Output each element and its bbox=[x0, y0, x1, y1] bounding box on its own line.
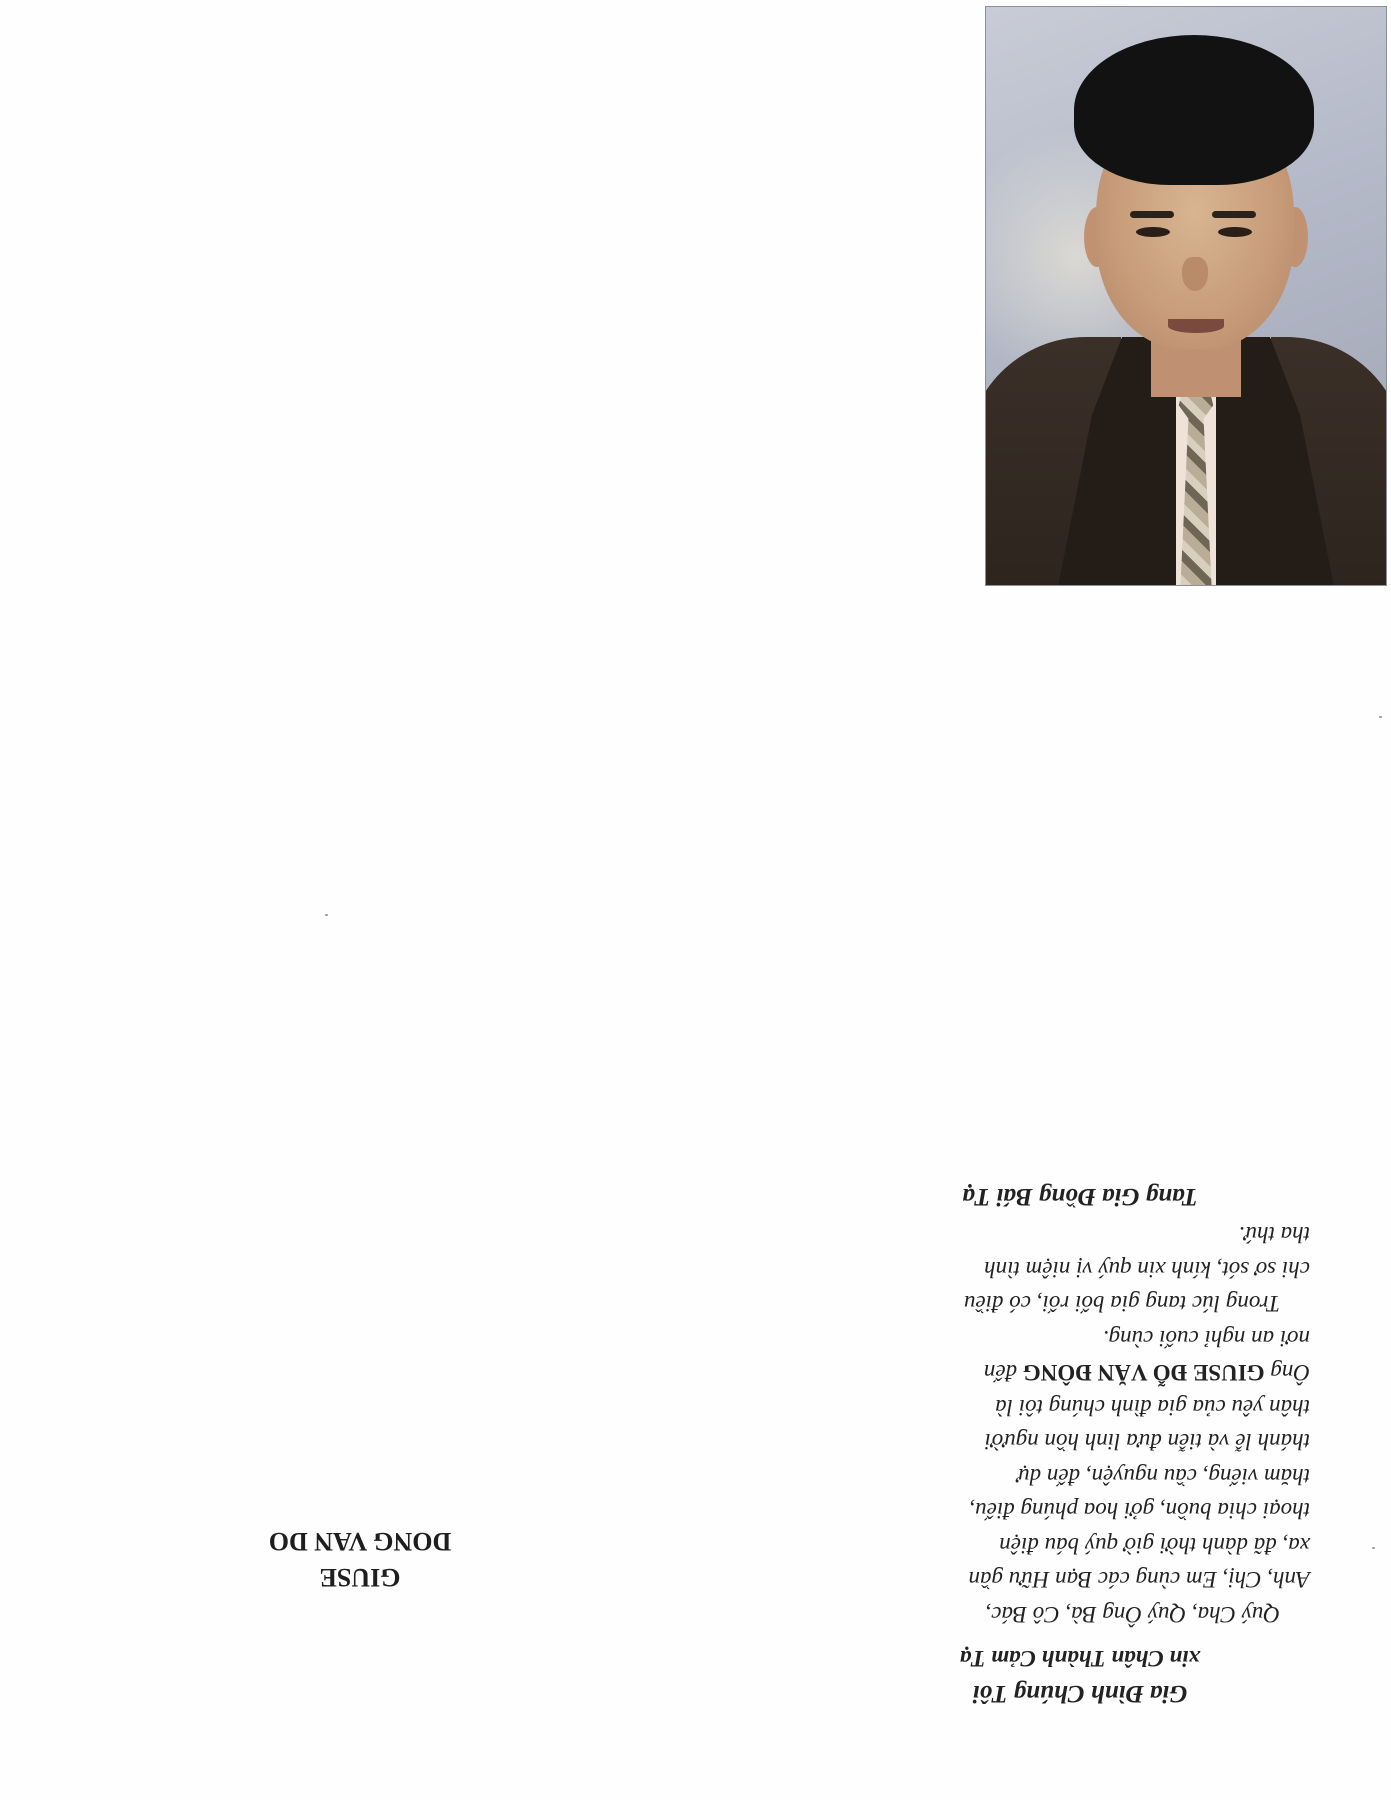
right-eye bbox=[1218, 227, 1252, 237]
left-eyebrow bbox=[1130, 211, 1174, 218]
scan-speck bbox=[1379, 716, 1382, 718]
apology-line: Trong lúc tang gia bối rối, có điều bbox=[963, 1291, 1280, 1317]
name-line bbox=[850, 1355, 1310, 1390]
message-line: thánh lễ và tiễn đưa linh hồn người bbox=[984, 1429, 1310, 1455]
apology-line: chi sơ sót, kính xin quý vị niệm tình bbox=[984, 1257, 1310, 1282]
thank-you-message bbox=[850, 1154, 1310, 1711]
apology-line: tha thứ. bbox=[1238, 1222, 1310, 1248]
scan-speck bbox=[325, 914, 328, 916]
portrait-photo bbox=[985, 6, 1387, 586]
message-line: nơi an nghỉ cuối cùng. bbox=[1102, 1326, 1310, 1351]
nose bbox=[1182, 257, 1208, 291]
deceased-name-block bbox=[210, 1523, 510, 1595]
name-line-prefix: Ông bbox=[1264, 1360, 1310, 1386]
name-line-suffix: đến bbox=[983, 1360, 1023, 1386]
scan-speck bbox=[1372, 1547, 1375, 1549]
name-line-name: GIUSE ĐỖ VĂN ĐÔNG bbox=[1022, 1360, 1265, 1386]
left-eye bbox=[1136, 227, 1170, 237]
upside-down-text-panel bbox=[170, 1070, 1330, 1710]
signature-line: Tang Gia Đồng Bái Tạ bbox=[962, 1183, 1198, 1210]
name-line-1: GIUSE bbox=[319, 1563, 401, 1592]
message-line: thăm viếng, cầu nguyện, đến dự bbox=[1017, 1464, 1310, 1489]
message-line: thoại chia buồn, gởi hoa phúng điếu, bbox=[969, 1498, 1310, 1524]
hair bbox=[1074, 35, 1314, 185]
message-heading: Gia Đình Chúng Tôi bbox=[972, 1680, 1188, 1707]
name-line-2: DONG VAN DO bbox=[268, 1527, 452, 1556]
mouth bbox=[1168, 319, 1224, 333]
message-subheading: xin Chân Thành Cảm Tạ bbox=[959, 1646, 1201, 1672]
message-line: xa, đã dành thời giờ quý báu điện bbox=[999, 1533, 1310, 1558]
message-line: Anh, Chị, Em cùng các Bạn Hữu gần bbox=[968, 1567, 1310, 1593]
right-eyebrow bbox=[1212, 211, 1256, 218]
message-line: thân yêu của gia đình chúng tôi là bbox=[995, 1395, 1310, 1420]
message-line: Quý Cha, Quý Ông Bà, Cô Bác, bbox=[985, 1602, 1280, 1627]
